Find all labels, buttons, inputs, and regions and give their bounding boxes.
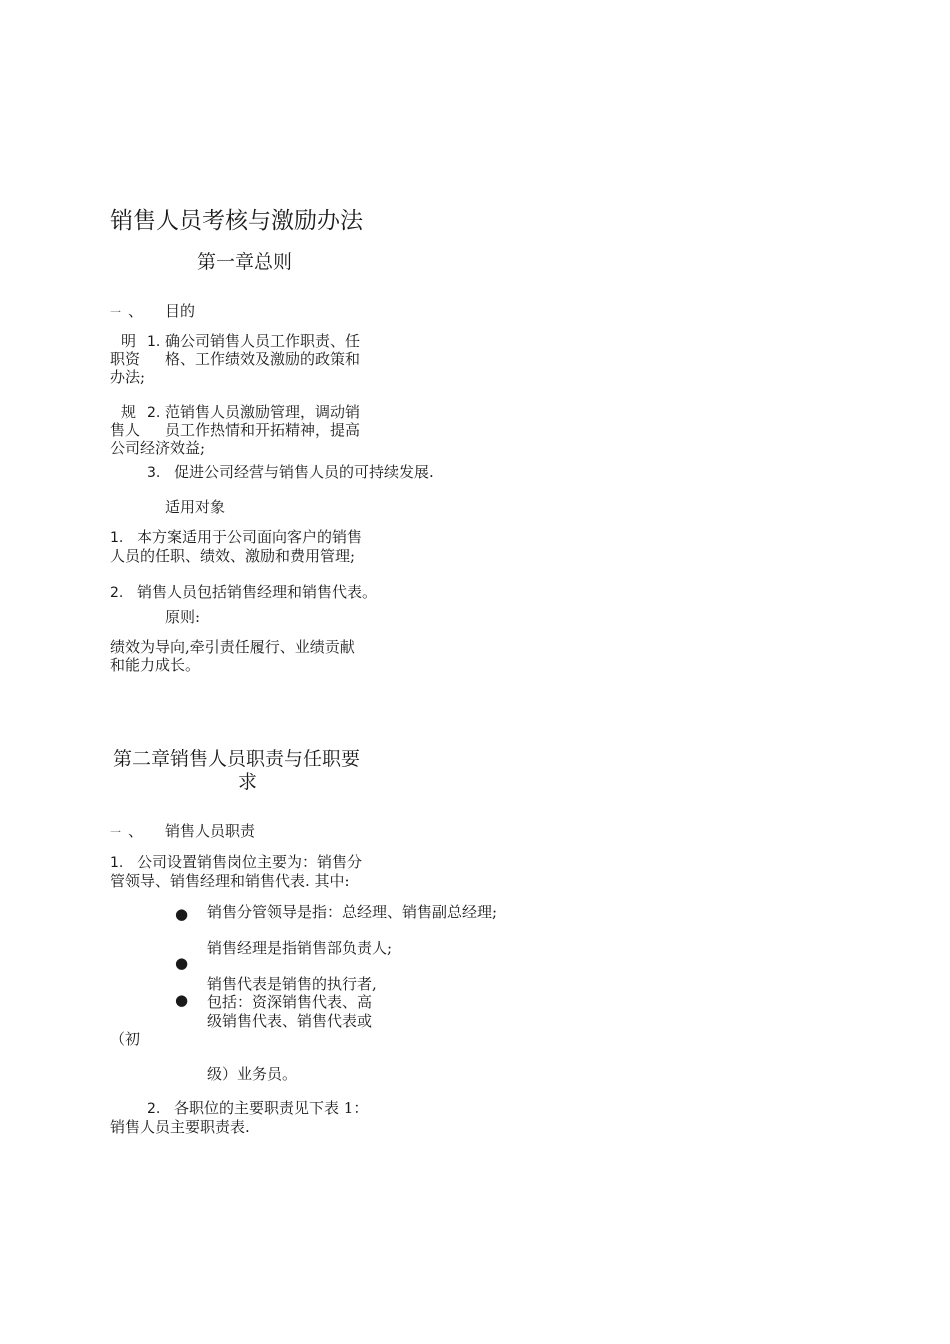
chapter-2-heading-line-1: 第二章销售人员职责与任职要 <box>113 748 361 770</box>
duty-2-text: 各职位的主要职责见下表 1： <box>174 1099 369 1117</box>
purpose-2-fragment-b: 售人 <box>110 421 141 439</box>
purpose-2-line-3: 公司经济效益; <box>110 439 206 457</box>
purpose-2-line-2: 员工作热情和开拓精神，提高 <box>165 421 361 439</box>
section-2-dash: 一 <box>110 826 121 839</box>
bullet-3-line-3: 级销售代表、销售代表或 <box>207 1012 373 1030</box>
section-2-label: 销售人员职责 <box>165 822 256 840</box>
scope-2-text: 销售人员包括销售经理和销售代表。 <box>137 583 378 601</box>
purpose-1-number: 1. <box>147 334 161 350</box>
scope-heading: 适用对象 <box>165 498 226 516</box>
chapter-2-heading-line-2: 求 <box>238 771 258 793</box>
principle-line-2: 和能力成长。 <box>110 656 201 674</box>
section-1-label: 目的 <box>165 302 196 320</box>
duty-1-line-1: 公司设置销售岗位主要为：销售分 <box>137 853 363 871</box>
purpose-1-line-1: 确公司销售人员工作职责、任 <box>165 332 361 350</box>
bullet-1-marker: ● <box>175 905 189 923</box>
section-1-dash: 一 <box>110 306 121 319</box>
purpose-3-text: 促进公司经营与销售人员的可持续发展. <box>174 463 434 481</box>
purpose-1-fragment-a: 明 <box>121 332 137 350</box>
purpose-1-fragment-b: 职资 <box>110 350 141 368</box>
purpose-3-number: 3. <box>147 465 161 481</box>
purpose-2-number: 2. <box>147 405 161 421</box>
duty-2-line-2: 销售人员主要职责表. <box>110 1118 250 1136</box>
bullet-2-text: 销售经理是指销售部负责人; <box>207 939 393 957</box>
bullet-3-line-1: 销售代表是销售的执行者, <box>207 975 377 993</box>
purpose-1-line-2: 格、工作绩效及激励的政策和 <box>165 350 361 368</box>
bullet-3-line-4: 级）业务员。 <box>207 1065 298 1083</box>
scope-1-number: 1. <box>110 530 124 546</box>
document-title: 销售人员考核与激励办法 <box>110 208 363 234</box>
duty-2-number: 2. <box>147 1101 161 1117</box>
purpose-1-line-3: 办法; <box>110 368 146 386</box>
scope-1-line-1: 本方案适用于公司面向客户的销售 <box>137 528 363 546</box>
bullet-3-paren: （初 <box>110 1030 141 1048</box>
scope-1-line-2: 人员的任职、绩效、激励和费用管理; <box>110 547 356 565</box>
scope-2-number: 2. <box>110 585 124 601</box>
chapter-1-heading: 第一章总则 <box>197 251 293 273</box>
duty-1-number: 1. <box>110 855 124 871</box>
bullet-2-marker: ● <box>175 954 189 972</box>
bullet-3-line-2: 包括：资深销售代表、高 <box>207 993 373 1011</box>
principle-line-1: 绩效为导向,牵引责任履行、业绩贡献 <box>110 638 355 656</box>
bullet-1-text: 销售分管领导是指：总经理、销售副总经理; <box>207 903 498 921</box>
bullet-3-marker: ● <box>175 991 189 1009</box>
duty-1-line-2: 管领导、销售经理和销售代表. 其中: <box>110 872 350 890</box>
purpose-2-fragment-a: 规 <box>121 403 137 421</box>
principle-heading: 原则: <box>165 608 201 626</box>
purpose-2-line-1: 范销售人员激励管理，调动销 <box>165 403 361 421</box>
section-2-separator: 、 <box>128 822 144 840</box>
section-1-separator: 、 <box>128 302 144 320</box>
